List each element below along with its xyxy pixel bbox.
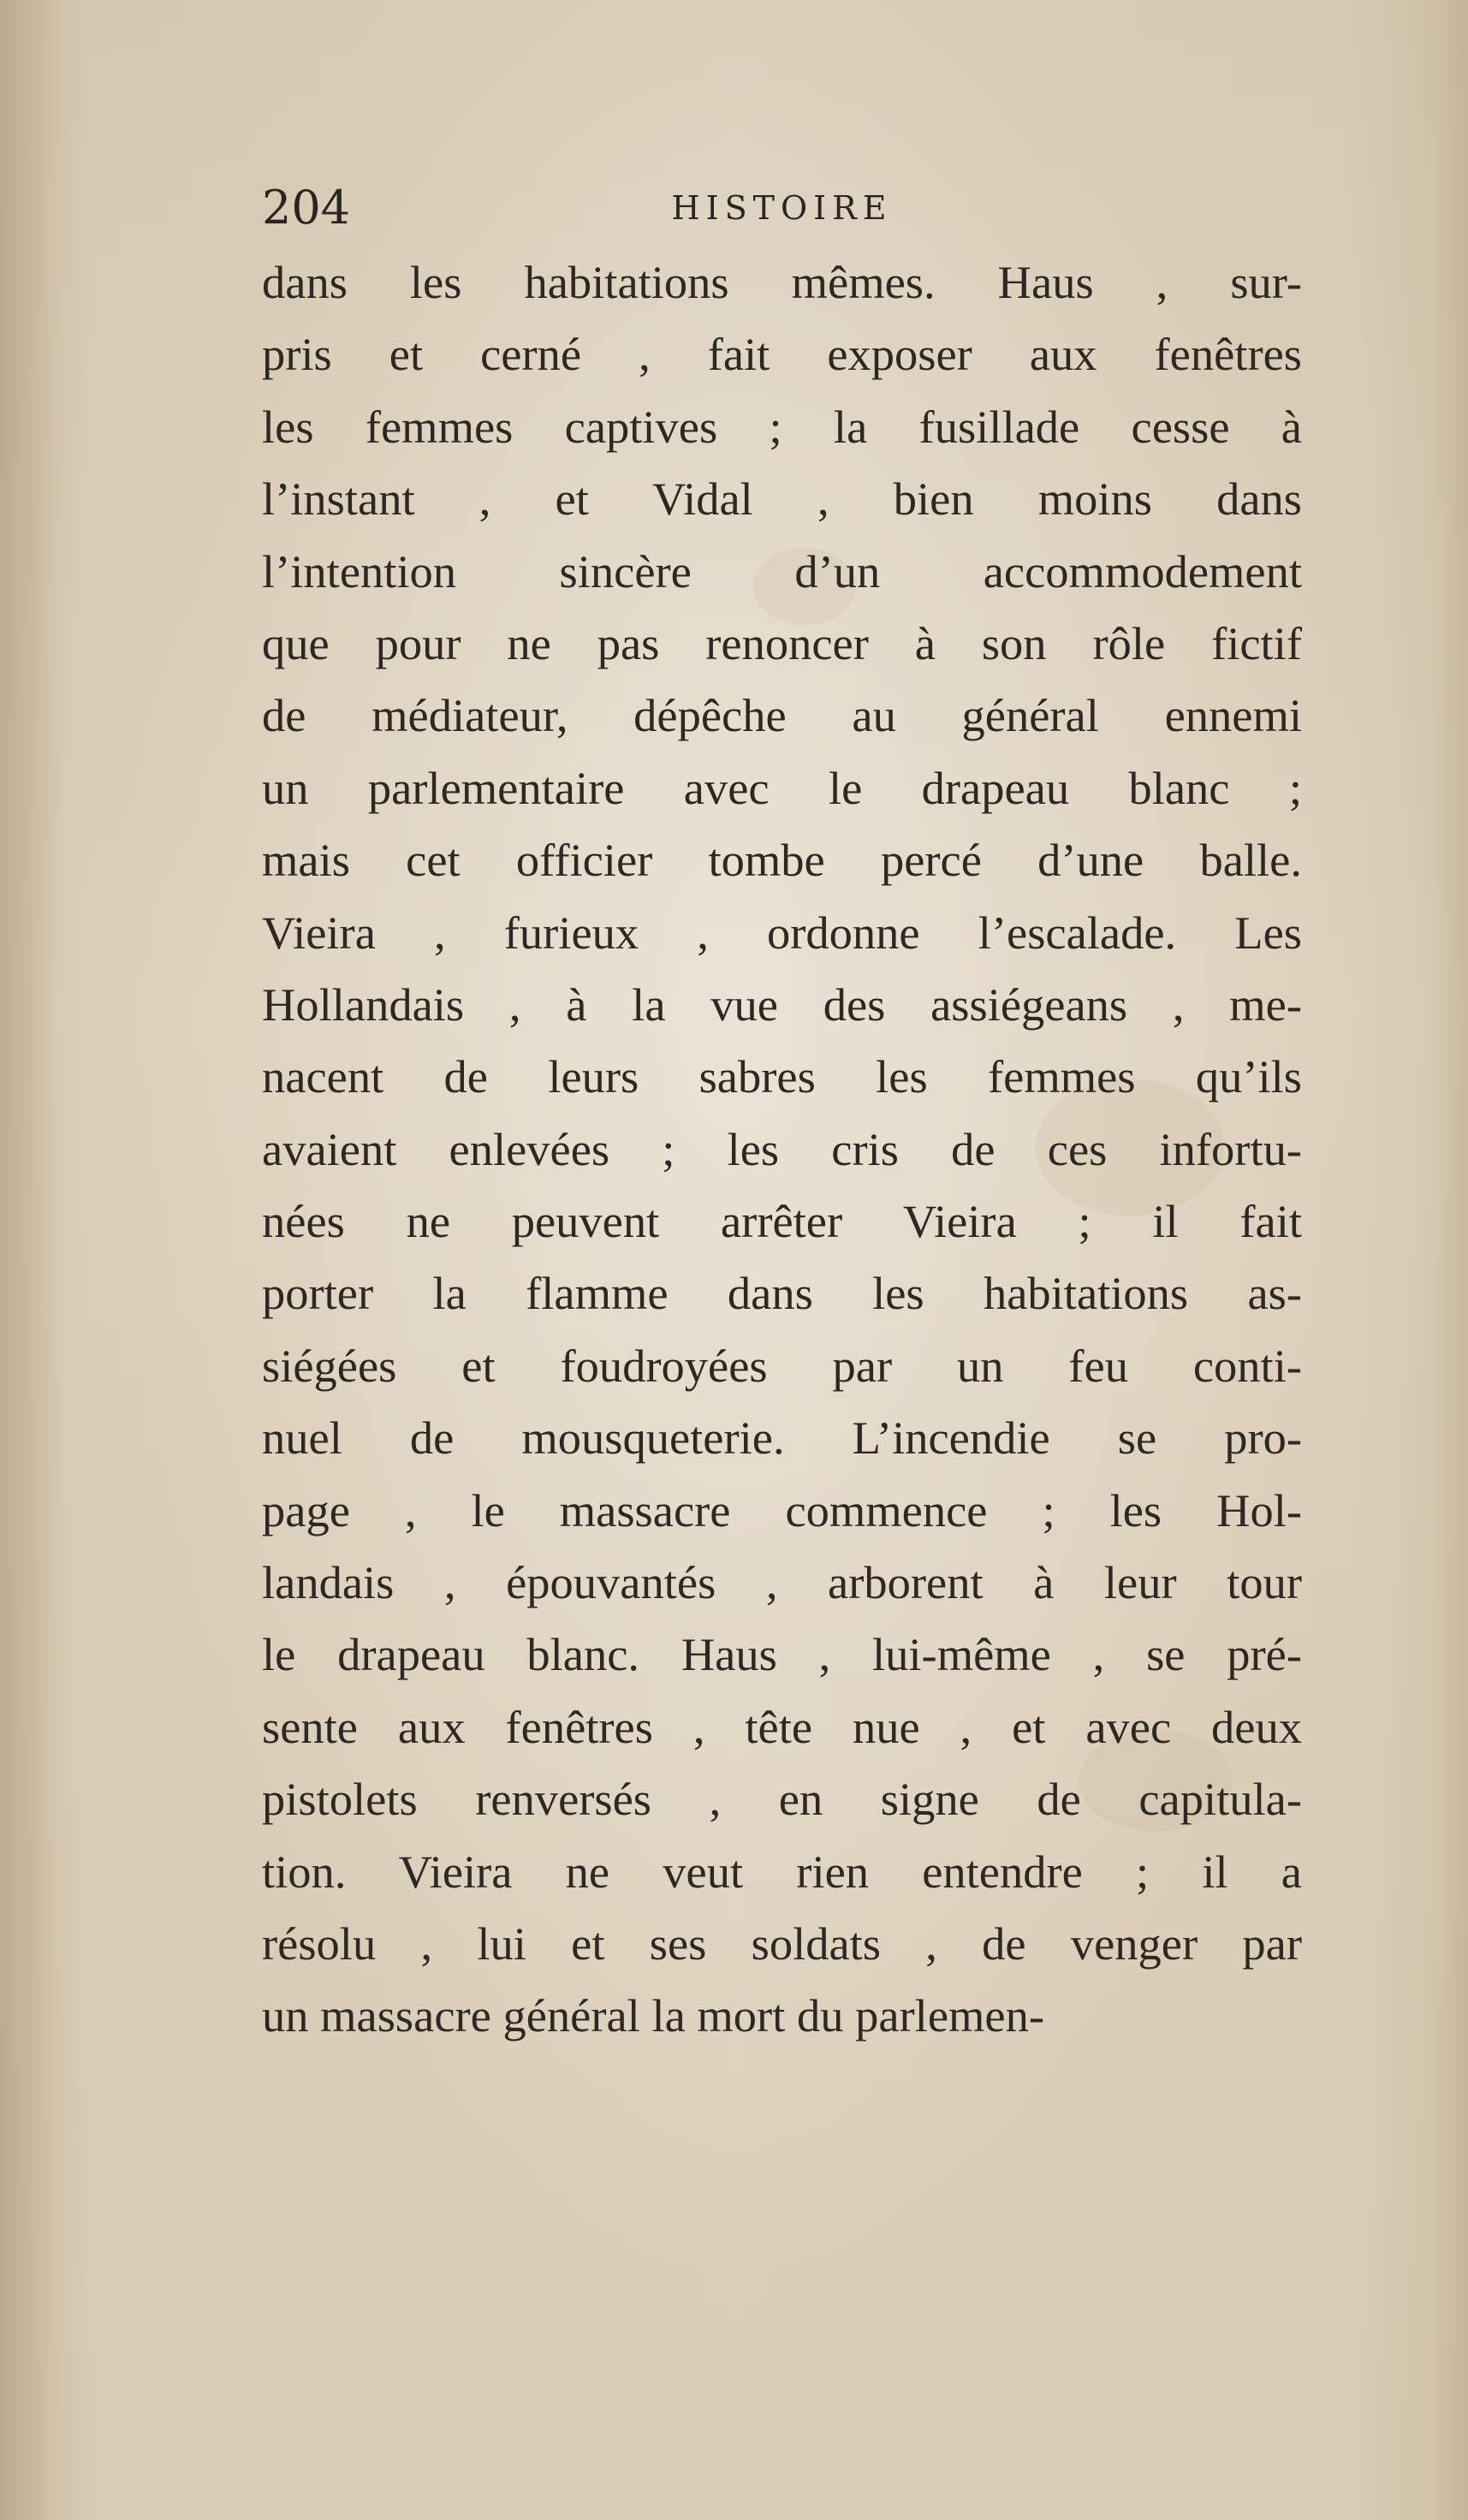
running-title: HISTOIRE — [671, 189, 893, 227]
text-line: porter la flamme dans les habitations as- — [262, 1267, 1302, 1320]
text-line: Hollandais , à la vue des assiégeans , me- — [262, 978, 1302, 1031]
text-line: pistolets renversés , en signe de capitula- — [262, 1773, 1302, 1826]
text-line: mais cet officier tombe percé d’une balle. — [262, 834, 1302, 887]
text-line: pris et cerné , fait exposer aux fenêtres — [262, 328, 1302, 381]
page-number: 204 — [262, 181, 351, 235]
text-line: de médiateur, dépêche au général ennemi — [262, 689, 1302, 742]
text-line: nées ne peuvent arrêter Vieira ; il fait — [262, 1195, 1302, 1248]
text-line: résolu , lui et ses soldats , de venger par — [262, 1917, 1302, 1970]
text-line: dans les habitations mêmes. Haus , sur- — [262, 256, 1302, 308]
text-line: un parlementaire avec le drapeau blanc ; — [262, 761, 1302, 814]
text-line: avaient enlevées ; les cris de ces infortu- — [262, 1122, 1302, 1175]
text-line: l’intention sincère d’un accommodement — [262, 544, 1302, 597]
text-line: les femmes captives ; la fusillade cesse à — [262, 400, 1302, 453]
running-head — [262, 178, 1302, 238]
edge-shadow — [1434, 0, 1468, 2520]
text-line: siégées et foudroyées par un feu conti- — [262, 1339, 1302, 1392]
text-line: l’instant , et Vidal , bien moins dans — [262, 472, 1302, 526]
text-line: sente aux fenêtres , tête nue , et avec deux — [262, 1700, 1302, 1753]
text-line: que pour ne pas renoncer à son rôle fictif — [262, 616, 1302, 669]
text-line: Vieira , furieux , ordonne l’escalade. Les — [262, 906, 1302, 959]
text-line: page , le massacre commence ; les Hol- — [262, 1483, 1302, 1536]
text-line: nuel de mousqueterie. L’incendie se pro- — [262, 1412, 1302, 1465]
gutter-shadow — [0, 0, 60, 2520]
body-text — [262, 247, 1302, 2053]
text-line: landais , épouvantés , arborent à leur tour — [262, 1556, 1302, 1609]
text-line: nacent de leurs sabres les femmes qu’ils — [262, 1050, 1302, 1103]
text-line: le drapeau blanc. Haus , lui-même , se pré- — [262, 1628, 1302, 1681]
text-line: tion. Vieira ne veut rien entendre ; il a — [262, 1845, 1302, 1898]
text-line: un massacre général la mort du parlemen- — [262, 1989, 1044, 2042]
